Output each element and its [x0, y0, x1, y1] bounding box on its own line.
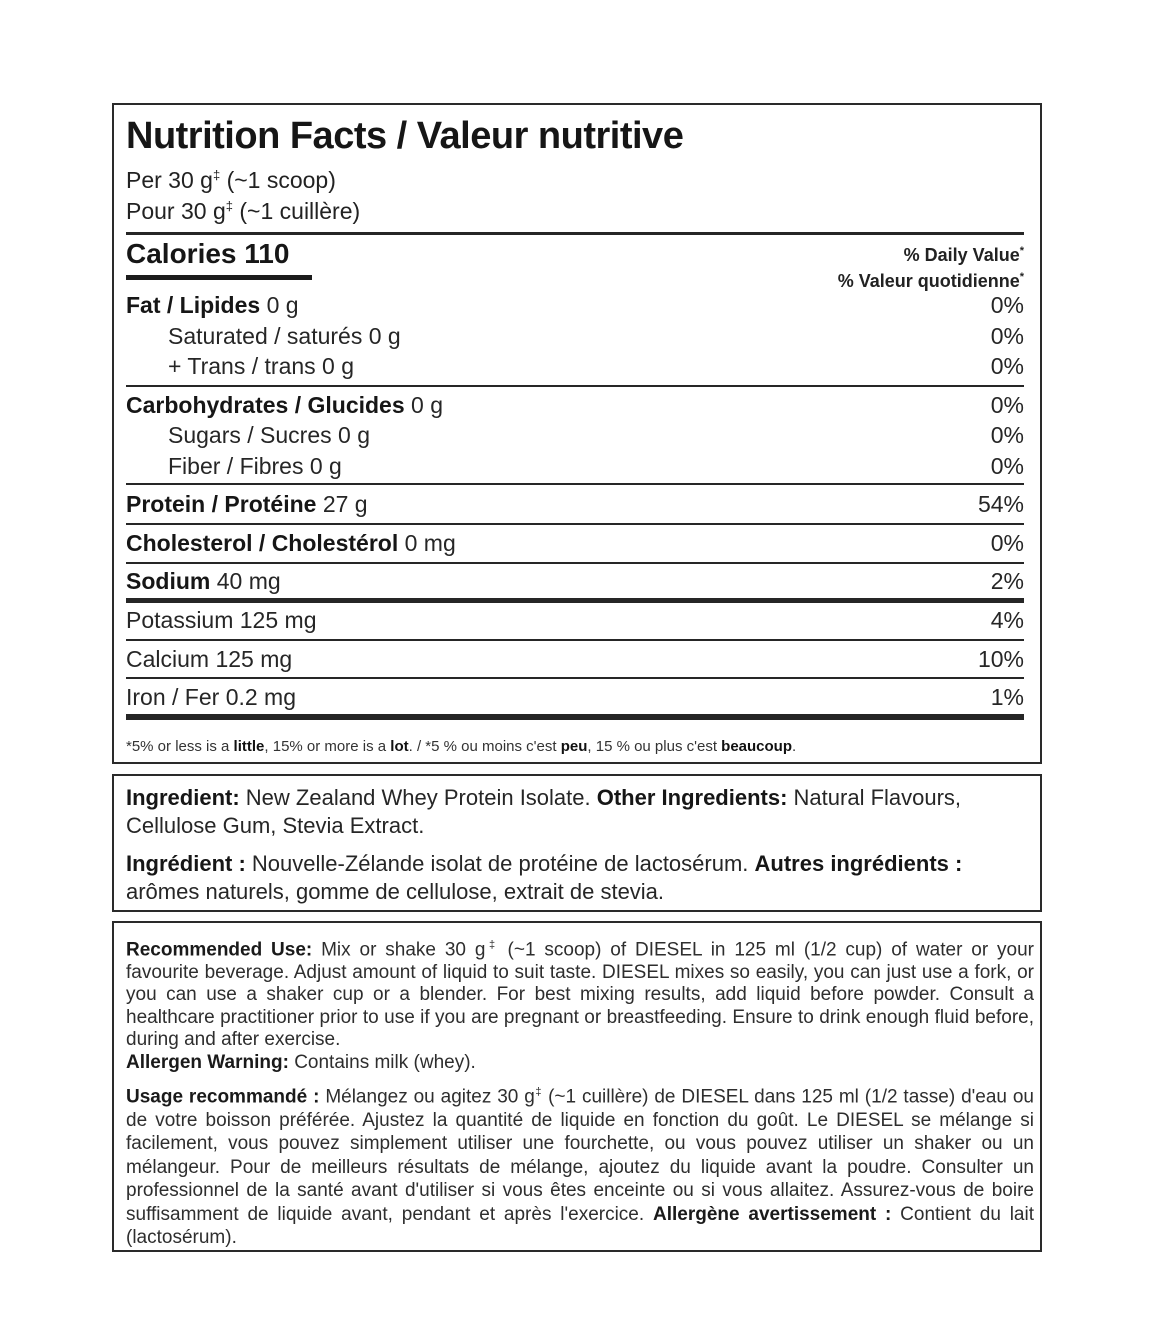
divider — [126, 639, 1024, 641]
ingredients-en: Ingredient: New Zealand Whey Protein Isolate. Other Ingredients: Natural Flavours, Cellulose Gum, Stevia Extract. — [126, 785, 962, 838]
ingredient-label-en: Ingredient: — [126, 785, 240, 810]
recommended-use-label: Recommended Use: — [126, 939, 313, 961]
serving-fr-unit: (~1 cuillère) — [232, 198, 361, 224]
nutrient-row-iron: Iron / Fer 0.2 mg 1% — [126, 684, 1024, 710]
nutrient-row-potassium: Potassium 125 mg 4% — [126, 607, 1024, 633]
nutrient-row-cholesterol: Cholesterol / Cholestérol 0 mg 0% — [126, 530, 1024, 556]
allergen-warning-label-fr: Allergène avertissement : — [652, 1203, 892, 1225]
other-ingredients-label-fr: Autres ingrédients : — [754, 851, 963, 876]
serving-en-unit: (~1 scoop) — [220, 167, 336, 193]
other-ingredients-label-en: Other Ingredients: — [596, 785, 788, 810]
double-dagger-mark: ‡ — [225, 198, 233, 214]
nutrient-row-carbohydrates: Carbohydrates / Glucides 0 g 0% — [126, 392, 1024, 418]
allergen-warning-label-en: Allergen Warning: — [126, 1051, 289, 1073]
daily-value-footnote: *5% or less is a little, 15% or more is a lot. / *5 % ou moins c'est peu, 15 % ou plus c'est beaucoup. — [126, 738, 797, 755]
ingredient-label-fr: Ingrédient : — [126, 851, 246, 876]
calories: Calories 110 — [126, 238, 290, 269]
usage-recommande-label: Usage recommandé : — [126, 1086, 320, 1108]
double-dagger-mark: ‡ — [212, 167, 221, 183]
daily-value-en: % Daily Value* — [903, 245, 1024, 265]
serving-size-en — [126, 167, 336, 194]
nutrition-title: Nutrition Facts / Valeur nutritive — [126, 115, 684, 157]
usage-panel — [112, 921, 1042, 1252]
serving-fr-amount: Pour 30 g — [126, 198, 226, 224]
divider-thick — [126, 598, 1024, 603]
daily-value-header — [838, 240, 1024, 292]
recommended-use-fr: Usage recommandé : Mélangez ou agitez 30 g‡ (~1 cuillère) de DIESEL dans 125 ml (1/2 tasse) d'eau ou de votre boisson préférée. Ajustez la quantité de liquide en fonction du goût. Le DIESEL se mélange si facilement, vous pouvez simplement utiliser une fourchette, ou vous pouvez utiliser un shaker ou un mélangeur. Pour de meilleurs résultats de mélange, ajoutez du liquide avant la poudre. Consulter un professionnel de la santé avant d'utiliser si vous êtes enceinte ou si vous allaitez. Assurez-vous de boire suffisamment de liquide avant, pendant et après l'exercice. Allergène avertissement : Contient du lait (lactosérum). — [126, 1086, 1035, 1249]
nutrient-row-calcium: Calcium 125 mg 10% — [126, 646, 1024, 672]
serving-size-fr — [126, 198, 360, 225]
divider — [126, 483, 1024, 485]
serving-en-amount: Per 30 g — [126, 167, 213, 193]
nutrient-row-fiber: Fiber / Fibres 0 g 0% — [168, 453, 1024, 479]
recommended-use-en: Recommended Use: Mix or shake 30 g‡ (~1 scoop) of DIESEL in 125 ml (1/2 cup) of water or your favourite beverage. Adjust amount of liquid to suit taste. DIESEL mixes so easily, you can just use a fork, or you can use a shaker cup or a blender. For best mixing results, add liquid before powder. Consult a healthcare practitioner prior to use if you are pregnant or breastfeeding. Ensure to drink enough fluid before, during and after exercise. Allergen Warning: Contains milk (whey). — [126, 939, 1034, 1073]
divider — [126, 562, 1024, 564]
nutrition-facts-panel — [112, 103, 1042, 764]
calories-underline — [126, 275, 312, 280]
nutrient-row-trans: + Trans / trans 0 g 0% — [168, 353, 1024, 379]
divider-thick — [126, 232, 1024, 235]
daily-value-fr: % Valeur quotidienne* — [837, 271, 1024, 291]
ingredients-panel — [112, 774, 1042, 912]
nutrient-row-fat: Fat / Lipides 0 g 0% — [126, 292, 1024, 318]
nutrient-row-sugars: Sugars / Sucres 0 g 0% — [168, 422, 1024, 448]
divider — [126, 677, 1024, 679]
divider — [126, 385, 1024, 387]
divider-thick — [126, 714, 1024, 720]
nutrient-row-sodium: Sodium 40 mg 2% — [126, 568, 1024, 594]
ingredients-fr: Ingrédient : Nouvelle-Zélande isolat de protéine de lactosérum. Autres ingrédients : arômes naturels, gomme de cellulose, extrait de stevia. — [126, 851, 963, 904]
nutrient-row-saturated: Saturated / saturés 0 g 0% — [168, 323, 1024, 349]
nutrient-row-protein: Protein / Protéine 27 g 54% — [126, 491, 1024, 517]
divider — [126, 523, 1024, 525]
